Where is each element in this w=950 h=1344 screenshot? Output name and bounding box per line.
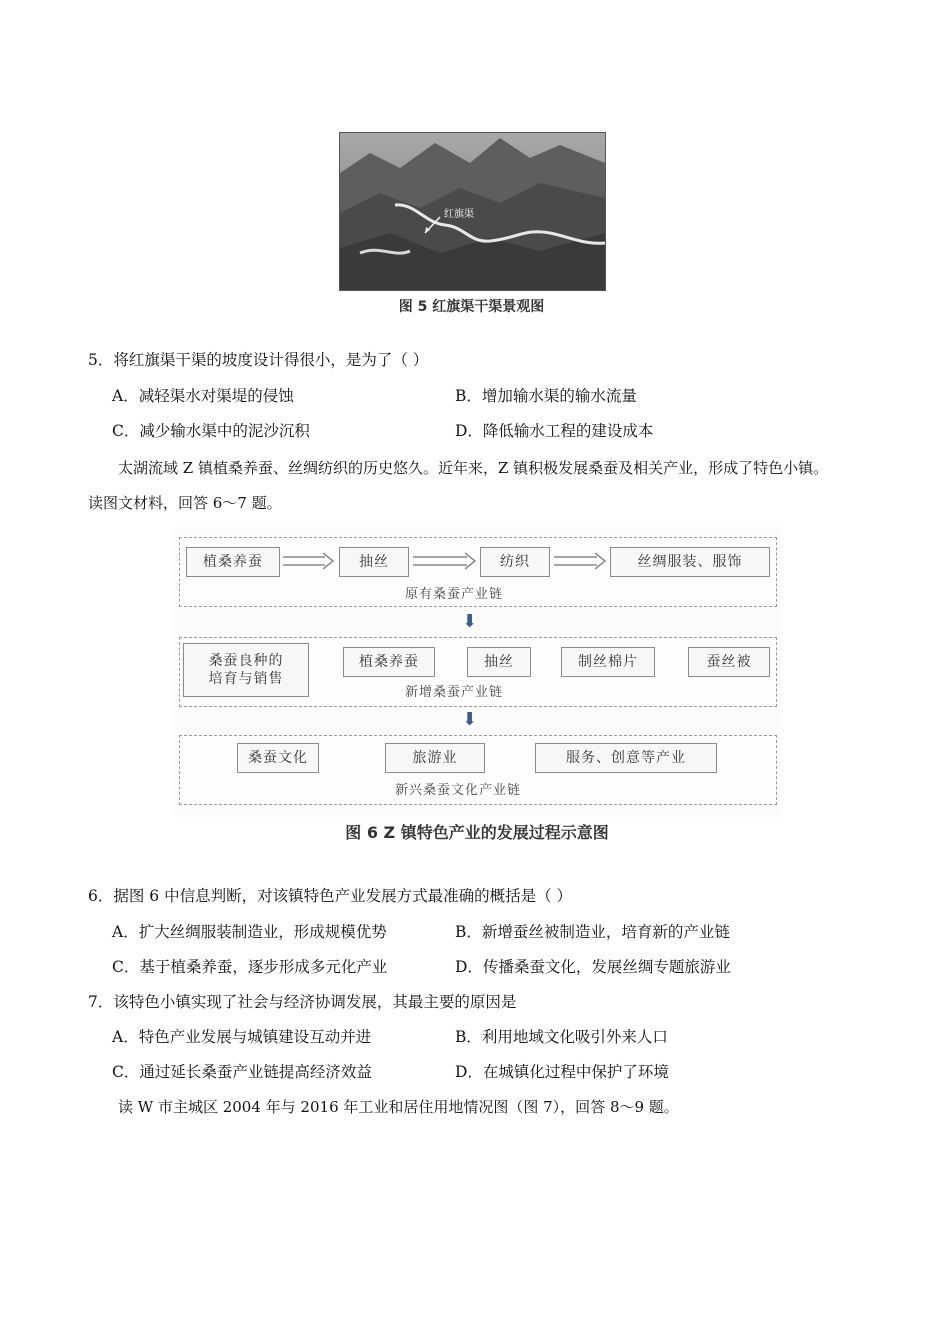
chain1-box-reeling: 抽丝 <box>339 547 409 577</box>
chain3-box-services: 服务、创意等产业 <box>535 743 717 773</box>
chain2-label: 新增桑蚕产业链 <box>405 685 504 700</box>
down-arrow-icon: ⬇ <box>462 611 478 632</box>
q6-option-b[interactable]: B．新增蚕丝被制造业，培育新的产业链 <box>455 923 730 941</box>
q5-option-c[interactable]: C．减少输水渠中的泥沙沉积 <box>112 422 310 440</box>
q7-option-b[interactable]: B．利用地域文化吸引外来人口 <box>455 1028 668 1046</box>
chain2-box-breeding <box>183 643 309 697</box>
q6-option-a[interactable]: A．扩大丝绸服装制造业，形成规模优势 <box>112 923 387 941</box>
figure6-caption: 图 6 Z 镇特色产业的发展过程示意图 <box>345 823 609 842</box>
q7-option-c[interactable]: C．通过延长桑蚕产业链提高经济效益 <box>112 1063 372 1081</box>
q5-option-b[interactable]: B．增加输水渠的输水流量 <box>455 387 637 405</box>
chain1-box-garments: 丝绸服装、服饰 <box>610 547 770 577</box>
chain1-box-planting: 植桑养蚕 <box>186 547 280 577</box>
q7-option-d[interactable]: D．在城镇化过程中保护了环境 <box>455 1063 669 1081</box>
chain3-box-culture: 桑蚕文化 <box>237 743 319 773</box>
q6-option-d[interactable]: D．传播桑蚕文化，发展丝绸专题旅游业 <box>455 958 731 976</box>
chain2-box-reeling: 抽丝 <box>467 647 531 677</box>
chain3-label: 新兴桑蚕文化产业链 <box>395 783 522 798</box>
q7-option-a[interactable]: A．特色产业发展与城镇建设互动并进 <box>112 1028 372 1046</box>
canal-label: 红旗渠 <box>444 209 474 220</box>
industry-chain-diagram <box>173 527 781 817</box>
chain2-box-quilt: 蚕丝被 <box>688 647 770 677</box>
chain1-label: 原有桑蚕产业链 <box>405 587 504 602</box>
passage2-line1: 读 W 市主城区 2004 年与 2016 年工业和居住用地情况图（图 7），回答 8～9 题。 <box>118 1098 679 1116</box>
chain1-box-weaving: 纺织 <box>480 547 550 577</box>
q5-option-a[interactable]: A．减轻渠水对渠堤的侵蚀 <box>112 387 294 405</box>
figure5-caption: 图 5 红旗渠干渠景观图 <box>398 299 545 315</box>
passage1-line1: 太湖流域 Z 镇植桑养蚕、丝绸纺织的历史悠久。近年来，Z 镇积极发展桑蚕及相关产业，形成了特色小镇。 <box>118 459 829 477</box>
q6-option-c[interactable]: C．基于植桑养蚕，逐步形成多元化产业 <box>112 958 388 976</box>
q5-stem: 5．将红旗渠干渠的坡度设计得很小，是为了（ ） <box>88 351 429 369</box>
chain2-box-breeding-line2: 培育与销售 <box>208 671 284 687</box>
passage1-line2: 读图文材料，回答 6～7 题。 <box>88 494 282 512</box>
q7-stem: 7．该特色小镇实现了社会与经济协调发展，其最主要的原因是 <box>88 993 517 1011</box>
down-arrow-icon: ⬇ <box>462 709 478 730</box>
canal-landscape-photo <box>339 132 606 291</box>
chain2-box-breeding-line1: 桑蚕良种的 <box>208 653 284 669</box>
q5-option-d[interactable]: D．降低输水工程的建设成本 <box>455 422 654 440</box>
q6-stem: 6．据图 6 中信息判断，对该镇特色产业发展方式最准确的概括是（ ） <box>88 887 573 905</box>
chain2-box-silk-sheet: 制丝棉片 <box>561 647 655 677</box>
chain3-box-tourism: 旅游业 <box>385 743 485 773</box>
chain2-box-planting: 植桑养蚕 <box>343 647 435 677</box>
